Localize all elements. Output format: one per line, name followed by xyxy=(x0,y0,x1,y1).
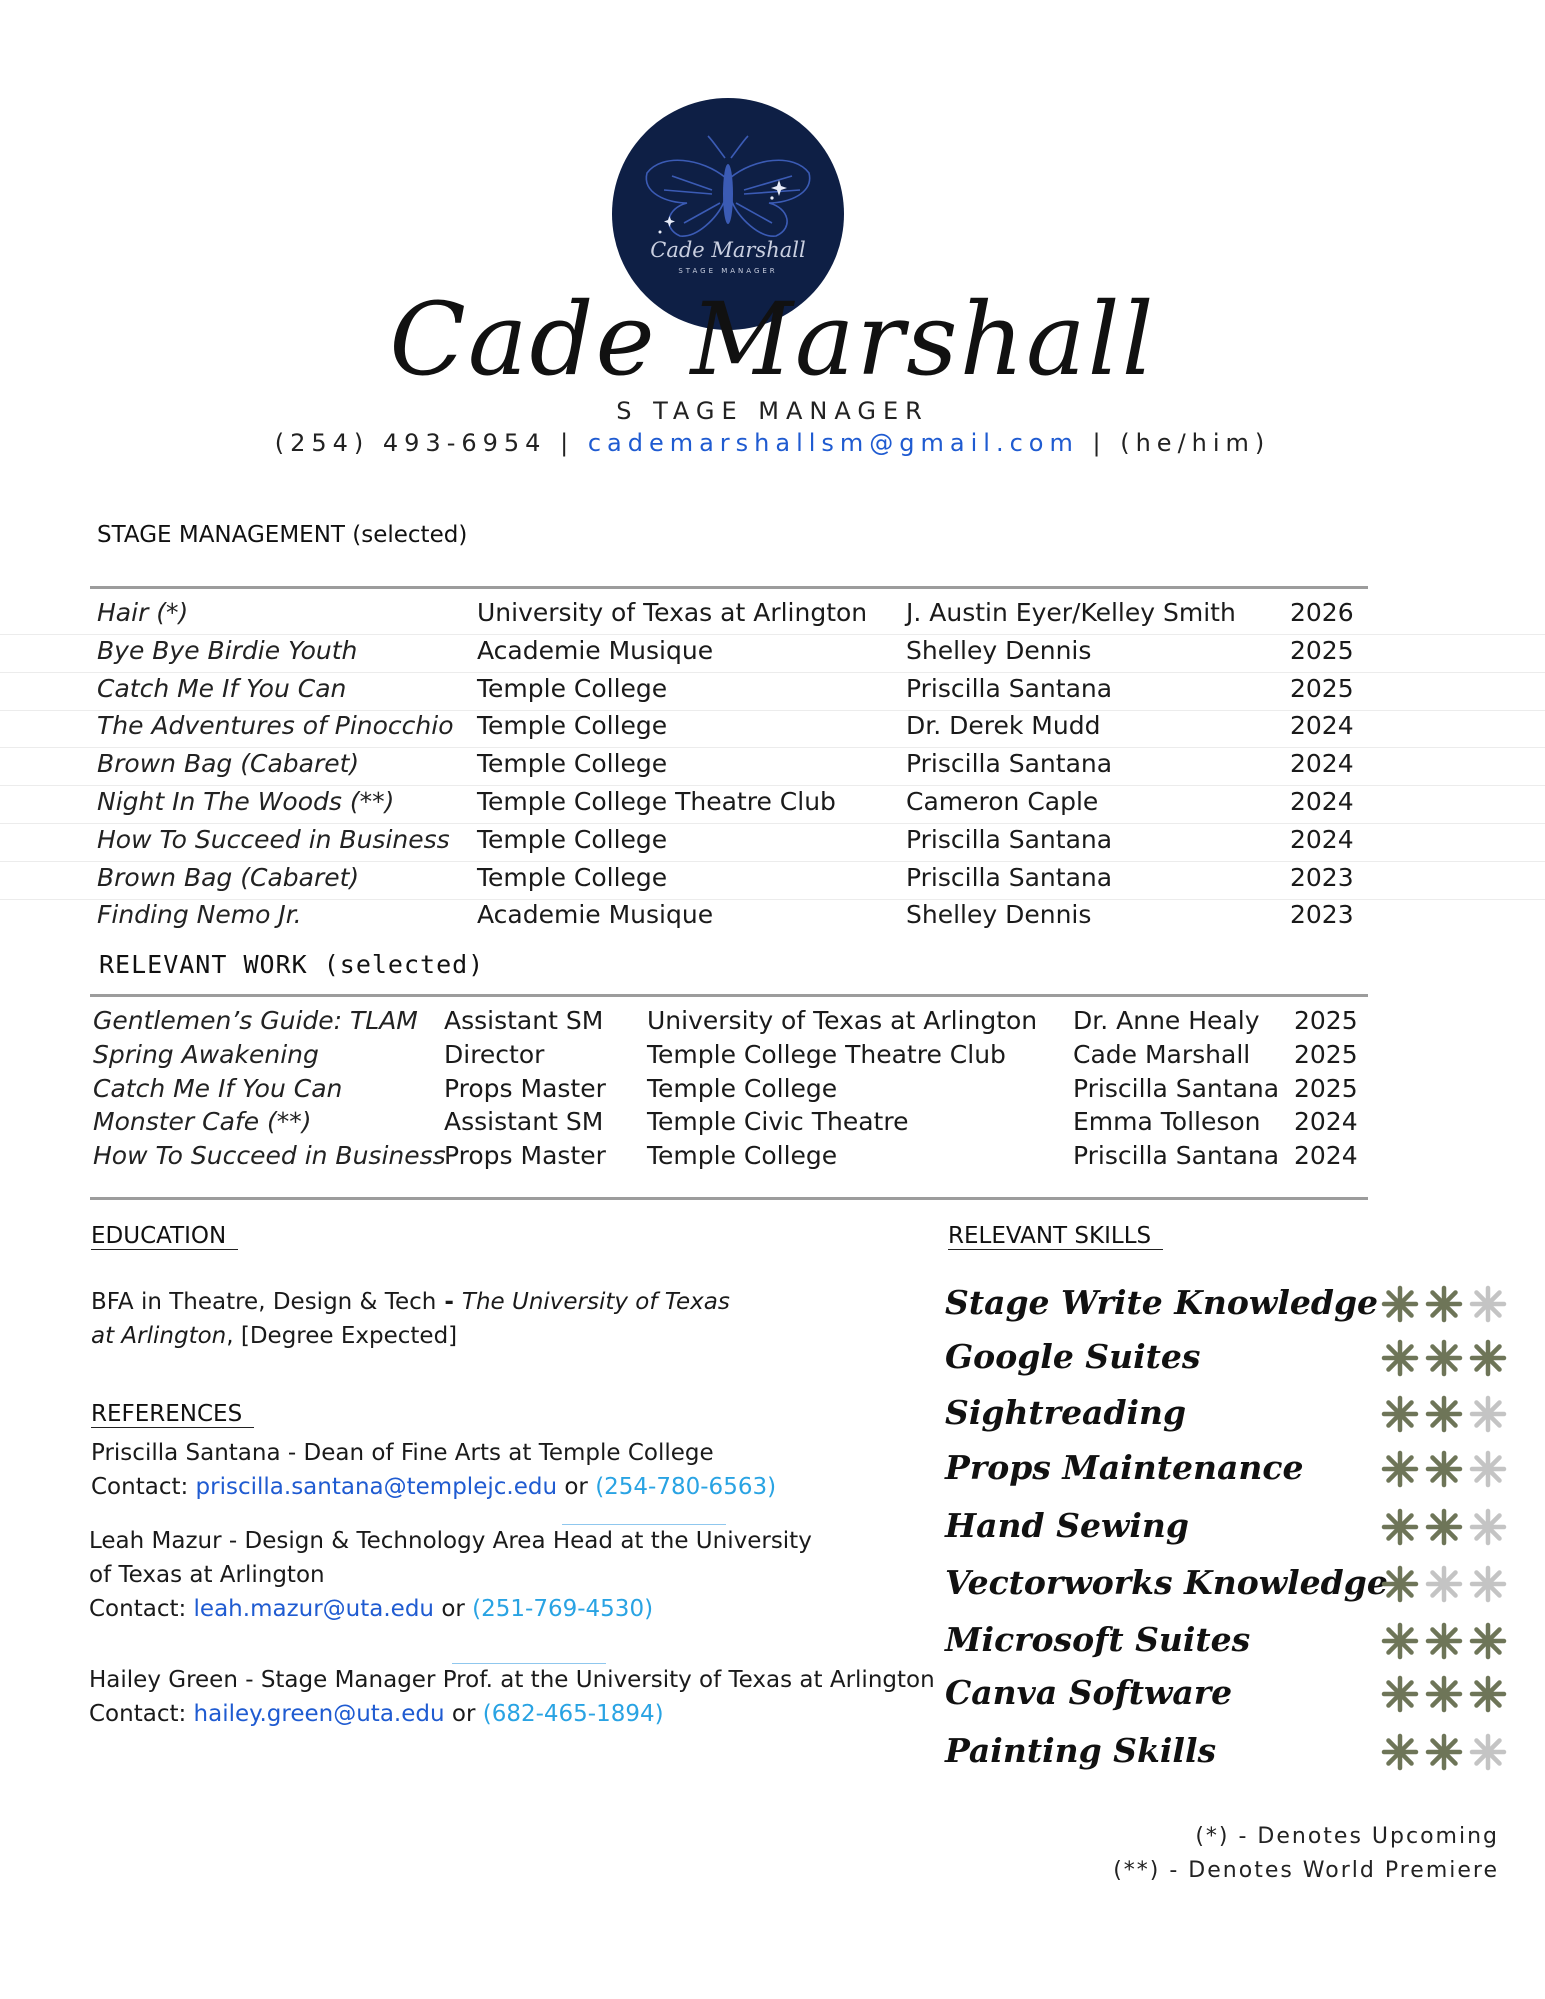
cell-show: Spring Awakening xyxy=(93,1039,319,1069)
cell-org: Temple Civic Theatre xyxy=(647,1107,909,1137)
reference-email-link[interactable]: leah.mazur@uta.edu xyxy=(193,1596,435,1622)
references-heading: REFERENCES xyxy=(91,1401,254,1427)
star-empty-icon xyxy=(1468,1507,1508,1547)
education-heading: EDUCATION xyxy=(91,1223,238,1249)
cell-show: Hair (*) xyxy=(97,598,189,627)
cell-org: Temple College xyxy=(477,711,668,741)
relevant-work-row xyxy=(0,1006,1545,1039)
star-empty-icon xyxy=(1468,1564,1508,1604)
reference-phone-link[interactable]: (682-465-1894) xyxy=(482,1701,664,1727)
cell-role: Assistant SM xyxy=(444,1107,604,1137)
separator: | xyxy=(1092,429,1107,457)
cell-org: Temple College xyxy=(647,1073,838,1103)
skill-rating xyxy=(1380,1338,1510,1378)
cell-year: 2025 xyxy=(1290,635,1354,665)
skill-name: Hand Sewing xyxy=(945,1506,1189,1545)
degree-status: , [Degree Expected] xyxy=(226,1323,458,1349)
cell-director: Priscilla Santana xyxy=(1073,1073,1280,1103)
star-filled-icon xyxy=(1424,1449,1464,1489)
cell-role: Props Master xyxy=(444,1073,606,1103)
cell-year: 2024 xyxy=(1290,711,1354,741)
star-empty-icon xyxy=(1468,1449,1508,1489)
relevant-work-row xyxy=(0,1141,1545,1174)
stage-management-row xyxy=(0,749,1545,786)
reference-phone-link[interactable]: (251-769-4530) xyxy=(472,1596,654,1622)
skill-name: Google Suites xyxy=(945,1337,1201,1376)
separator: | xyxy=(560,429,575,457)
reference-item: Leah Mazur - Design & Technology Area Head at the University of Texas at Arlington Contact: leah.mazur@uta.edu or (251-769-4530) xyxy=(89,1528,812,1622)
cell-role: Director xyxy=(444,1039,545,1069)
relevant-work-row xyxy=(0,1107,1545,1140)
degree: BFA in Theatre, Design & Tech xyxy=(91,1289,437,1315)
skill-name: Canva Software xyxy=(945,1673,1233,1712)
cell-director: Priscilla Santana xyxy=(906,862,1113,892)
reference-email-link[interactable]: priscilla.santana@templejc.edu xyxy=(195,1474,558,1500)
stage-management-row xyxy=(0,636,1545,673)
cell-org: University of Texas at Arlington xyxy=(647,1006,1038,1035)
cell-director: Emma Tolleson xyxy=(1073,1107,1261,1137)
contact-line xyxy=(0,429,1545,457)
cell-year: 2023 xyxy=(1290,900,1354,930)
email-link[interactable]: cademarshallsm@gmail.com xyxy=(587,429,1079,457)
cell-org: Academie Musique xyxy=(477,900,714,930)
note-upcoming: (*) - Denotes Upcoming xyxy=(1195,1824,1499,1849)
resume-name: Cade Marshall xyxy=(389,281,1156,398)
cell-org: Temple College xyxy=(477,862,668,892)
skill-rating xyxy=(1380,1564,1510,1604)
cell-role: Assistant SM xyxy=(444,1006,604,1035)
skill-name: Vectorworks Knowledge xyxy=(945,1563,1388,1602)
cell-year: 2025 xyxy=(1294,1039,1358,1069)
cell-show: The Adventures of Pinocchio xyxy=(97,711,454,741)
star-filled-icon xyxy=(1424,1621,1464,1661)
star-filled-icon xyxy=(1468,1674,1508,1714)
stage-management-row xyxy=(0,598,1545,635)
education-entry: BFA in Theatre, Design & Tech - The University of Texas at Arlington, [Degree Expected] xyxy=(91,1289,730,1349)
cell-director: Cade Marshall xyxy=(1073,1039,1251,1069)
star-filled-icon xyxy=(1380,1284,1420,1324)
skill-name: Sightreading xyxy=(945,1393,1187,1432)
school: The University of Texas xyxy=(461,1289,730,1315)
stage-management-table xyxy=(0,598,1545,938)
cell-director: Cameron Caple xyxy=(906,787,1099,816)
cell-show: Finding Nemo Jr. xyxy=(97,900,302,930)
cell-show: Bye Bye Birdie Youth xyxy=(97,635,358,665)
star-filled-icon xyxy=(1424,1732,1464,1772)
cell-show: How To Succeed in Business xyxy=(97,824,450,854)
star-filled-icon xyxy=(1380,1338,1420,1378)
skill-rating xyxy=(1380,1674,1510,1714)
cell-director: J. Austin Eyer/Kelley Smith xyxy=(906,598,1236,627)
skill-rating xyxy=(1380,1394,1510,1434)
skill-rating xyxy=(1380,1449,1510,1489)
cell-org: Temple College xyxy=(477,824,668,854)
cell-director: Shelley Dennis xyxy=(906,900,1092,930)
cell-director: Priscilla Santana xyxy=(906,749,1113,779)
cell-director: Priscilla Santana xyxy=(1073,1141,1280,1171)
cell-director: Shelley Dennis xyxy=(906,635,1092,665)
stage-management-heading: STAGE MANAGEMENT (selected) xyxy=(97,522,468,548)
star-filled-icon xyxy=(1380,1621,1420,1661)
stage-management-row xyxy=(0,825,1545,862)
phone-number: (254) 493-6954 xyxy=(274,429,547,457)
star-filled-icon xyxy=(1380,1394,1420,1434)
cell-director: Dr. Anne Healy xyxy=(1073,1006,1260,1035)
cell-show: Brown Bag (Cabaret) xyxy=(97,749,360,779)
cell-org: Temple College xyxy=(647,1141,838,1171)
stage-management-row xyxy=(0,674,1545,711)
cell-org: Temple College xyxy=(477,749,668,779)
cell-role: Props Master xyxy=(444,1141,606,1171)
cell-show: How To Succeed in Business xyxy=(93,1141,446,1171)
star-filled-icon xyxy=(1424,1284,1464,1324)
skill-name: Stage Write Knowledge xyxy=(945,1283,1379,1322)
cell-year: 2026 xyxy=(1290,598,1354,627)
skill-rating xyxy=(1380,1732,1510,1772)
cell-year: 2024 xyxy=(1294,1107,1358,1137)
resume-role: S TAGE MANAGER xyxy=(616,397,929,425)
star-filled-icon xyxy=(1380,1507,1420,1547)
star-filled-icon xyxy=(1424,1394,1464,1434)
cell-show: Brown Bag (Cabaret) xyxy=(97,862,360,892)
cell-year: 2024 xyxy=(1290,787,1354,816)
cell-show: Catch Me If You Can xyxy=(93,1073,343,1103)
star-empty-icon xyxy=(1468,1284,1508,1324)
school-line-2: at Arlington xyxy=(91,1323,227,1349)
cell-org: Temple College Theatre Club xyxy=(477,787,836,816)
skill-rating xyxy=(1380,1621,1510,1661)
skill-rating xyxy=(1380,1284,1510,1324)
cell-director: Dr. Derek Mudd xyxy=(906,711,1101,741)
star-empty-icon xyxy=(1424,1564,1464,1604)
relevant-work-table xyxy=(0,1006,1545,1176)
relevant-work-row xyxy=(0,1040,1545,1073)
cell-org: Temple College xyxy=(477,673,668,703)
star-filled-icon xyxy=(1424,1674,1464,1714)
cell-director: Priscilla Santana xyxy=(906,824,1113,854)
cell-year: 2023 xyxy=(1290,862,1354,892)
star-filled-icon xyxy=(1380,1564,1420,1604)
cell-year: 2025 xyxy=(1294,1006,1358,1035)
cell-org: Temple College Theatre Club xyxy=(647,1039,1006,1069)
reference-item: Priscilla Santana - Dean of Fine Arts at Temple College Contact: priscilla.santana@templejc.edu or (254-780-6563) xyxy=(91,1440,777,1500)
cell-org: Academie Musique xyxy=(477,635,714,665)
divider xyxy=(90,994,1368,997)
star-filled-icon xyxy=(1380,1674,1420,1714)
cell-director: Priscilla Santana xyxy=(906,673,1113,703)
star-filled-icon xyxy=(1380,1449,1420,1489)
cell-year: 2025 xyxy=(1294,1073,1358,1103)
cell-year: 2024 xyxy=(1294,1141,1358,1171)
cell-show: Catch Me If You Can xyxy=(97,673,347,703)
cell-show: Night In The Woods (**) xyxy=(97,787,395,816)
stage-management-row xyxy=(0,711,1545,748)
star-filled-icon xyxy=(1424,1507,1464,1547)
note-premiere: (**) - Denotes World Premiere xyxy=(1113,1858,1499,1883)
star-filled-icon xyxy=(1468,1338,1508,1378)
stage-management-row xyxy=(0,900,1545,936)
cell-show: Monster Cafe (**) xyxy=(93,1107,312,1137)
stage-management-row xyxy=(0,787,1545,824)
star-filled-icon xyxy=(1424,1338,1464,1378)
cell-org: University of Texas at Arlington xyxy=(477,598,868,627)
star-empty-icon xyxy=(1468,1394,1508,1434)
skills-heading: RELEVANT SKILLS xyxy=(948,1223,1163,1249)
pronouns: (he/him) xyxy=(1120,429,1271,457)
cell-year: 2025 xyxy=(1290,673,1354,703)
skill-rating xyxy=(1380,1507,1510,1547)
cell-year: 2024 xyxy=(1290,824,1354,854)
star-filled-icon xyxy=(1380,1732,1420,1772)
logo-subtitle: STAGE MANAGER xyxy=(678,267,778,275)
star-empty-icon xyxy=(1468,1732,1508,1772)
divider xyxy=(90,1197,1368,1200)
reference-email-link[interactable]: hailey.green@uta.edu xyxy=(193,1701,445,1727)
stage-management-row xyxy=(0,863,1545,900)
reference-phone-link[interactable]: (254-780-6563) xyxy=(595,1474,777,1500)
star-filled-icon xyxy=(1468,1621,1508,1661)
cell-year: 2024 xyxy=(1290,749,1354,779)
relevant-work-row xyxy=(0,1074,1545,1107)
relevant-work-heading: RELEVANT WORK (selected) xyxy=(99,950,485,979)
skill-name: Props Maintenance xyxy=(945,1448,1304,1487)
skill-name: Microsoft Suites xyxy=(945,1620,1251,1659)
reference-item: Hailey Green - Stage Manager Prof. at the University of Texas at Arlington Contact: hailey.green@uta.edu or (682-465-1894) xyxy=(89,1667,935,1727)
divider xyxy=(90,586,1368,589)
skill-name: Painting Skills xyxy=(945,1731,1217,1770)
logo-name: Cade Marshall xyxy=(650,238,806,262)
cell-show: Gentlemen’s Guide: TLAM xyxy=(93,1006,418,1035)
